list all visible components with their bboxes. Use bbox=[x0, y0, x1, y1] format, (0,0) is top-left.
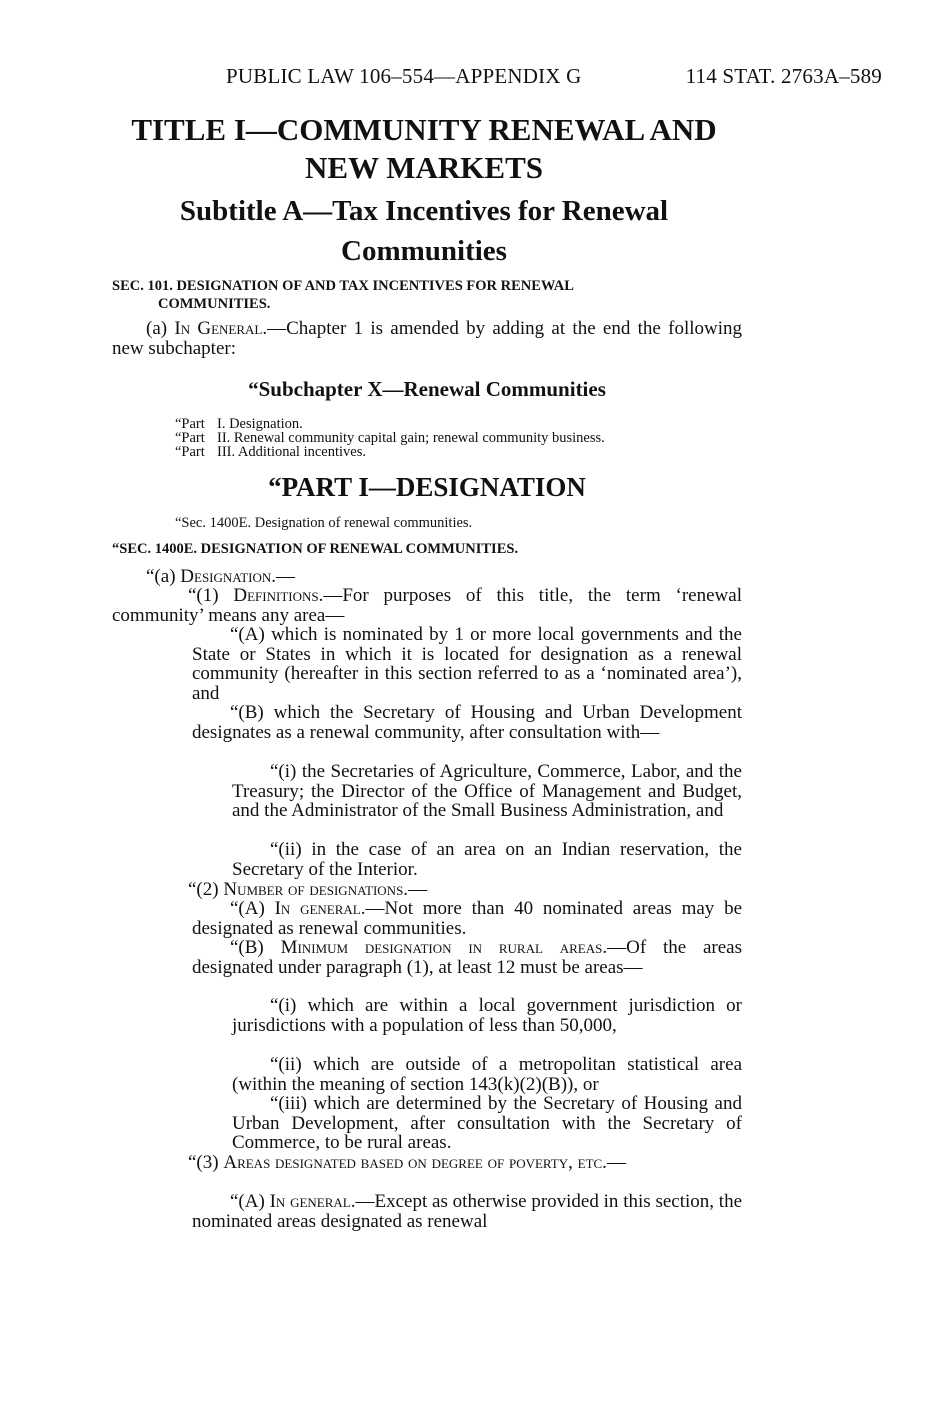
subparagraph-2-a-label: “(A) bbox=[230, 898, 275, 919]
subsection-a-dash: — bbox=[276, 566, 296, 587]
part-heading: “PART I—DESIGNATION bbox=[268, 472, 586, 502]
sec-101-a-label: (a) bbox=[146, 318, 175, 339]
paragraph-1-text: —For purposes of this title, the term ‘renewal community’ means any area— bbox=[112, 585, 742, 626]
subsection-a-caption: Designation. bbox=[180, 566, 277, 587]
subsection-a-label: “(a) bbox=[146, 566, 181, 587]
subparagraph-1-a: “(A) which is nominated by 1 or more local governments and the State or States in which it is located for designation as a renewal community (hereafter in this section referred to as a ‘nominated area’), and bbox=[192, 624, 742, 704]
subtitle-heading: Subtitle A—Tax Incentives for Renewal Communities bbox=[179, 195, 669, 267]
subparagraph-3-a-text: —Except as otherwise provided in this section, the nominated areas designated as renewal bbox=[192, 1191, 743, 1232]
sec-101-heading-line2: COMMUNITIES. bbox=[158, 296, 271, 312]
clause-2-b-i: “(i) which are within a local government jurisdiction or jurisdictions with a population of less than 50,000, bbox=[232, 995, 742, 1036]
subparagraph-2-b-label: “(B) bbox=[230, 937, 281, 958]
clause-1-b-i: “(i) the Secretaries of Agriculture, Commerce, Labor, and the Treasury; the Director of the Office of Management and Budget, and the Administrator of the Small Business Administration, and bbox=[232, 761, 742, 822]
subparagraph-1-b: “(B) which the Secretary of Housing and Urban Development designates as a renewal community, after consultation with— bbox=[192, 702, 742, 743]
toc-part-3 bbox=[175, 446, 366, 458]
subparagraph-2-b-caption: Minimum designation in rural areas. bbox=[280, 937, 608, 958]
clause-1-b-ii: “(ii) in the case of an area on an Indian reservation, the Secretary of the Interior. bbox=[232, 839, 742, 880]
subparagraph-3-a-caption: In general. bbox=[269, 1191, 356, 1212]
paragraph-2-dash: — bbox=[408, 879, 428, 900]
subchapter-heading: “Subchapter X—Renewal Communities bbox=[248, 377, 606, 401]
toc-part-text: I. Designation. bbox=[217, 416, 303, 432]
toc-part-prefix: “Part bbox=[175, 430, 205, 446]
toc-section-entry: “Sec. 1400E. Designation of renewal communities. bbox=[175, 515, 473, 531]
toc-part-2 bbox=[175, 432, 605, 444]
toc-part-text: III. Additional incentives. bbox=[217, 444, 366, 460]
clause-2-b-iii: “(iii) which are determined by the Secretary of Housing and Urban Development, after consultation with the Secretary of Commerce, to be rural areas. bbox=[232, 1093, 742, 1154]
running-head bbox=[226, 64, 882, 89]
sec-1400e-heading: “SEC. 1400E. DESIGNATION OF RENEWAL COMMUNITIES. bbox=[112, 541, 519, 557]
title-heading: TITLE I—COMMUNITY RENEWAL AND NEW MARKETS bbox=[131, 112, 717, 185]
sec-101-heading bbox=[112, 277, 742, 295]
subparagraph-3-a bbox=[192, 1192, 742, 1231]
running-head-law: PUBLIC LAW 106–554—APPENDIX G bbox=[226, 64, 582, 88]
subparagraph-2-a-caption: In general. bbox=[274, 898, 366, 919]
toc-part-text: II. Renewal community capital gain; renewal community business. bbox=[217, 430, 605, 446]
subparagraph-2-a bbox=[192, 899, 742, 938]
paragraph-1-caption: Definitions. bbox=[233, 585, 324, 606]
paragraph-1-label: “(1) bbox=[188, 585, 234, 606]
paragraph-3-caption: Areas designated based on degree of poverty, etc. bbox=[223, 1152, 607, 1173]
subparagraph-2-b bbox=[192, 938, 742, 977]
sec-101-a-text: —Chapter 1 is amended by adding at the end the following new subchapter: bbox=[112, 318, 742, 359]
sec-101-a-paragraph bbox=[112, 319, 742, 358]
paragraph-2-label: “(2) bbox=[188, 879, 224, 900]
paragraph-3-heading bbox=[146, 1153, 742, 1173]
subparagraph-2-b-text: —Of the areas designated under paragraph (1), at least 12 must be areas— bbox=[192, 937, 743, 978]
paragraph-3-dash: — bbox=[606, 1152, 626, 1173]
toc-part-prefix: “Part bbox=[175, 444, 205, 460]
clause-2-b-ii: “(ii) which are outside of a metropolitan statistical area (within the meaning of section 143(k)(2)(B)), or bbox=[232, 1054, 742, 1095]
running-head-stat: 114 STAT. 2763A–589 bbox=[685, 64, 882, 88]
sec-101-heading-line1: SEC. 101. DESIGNATION OF AND TAX INCENTIVES FOR RENEWAL bbox=[112, 278, 574, 294]
paragraph-2-caption: Number of designations. bbox=[223, 879, 409, 900]
paragraph-1-definitions bbox=[112, 586, 742, 625]
subparagraph-3-a-label: “(A) bbox=[230, 1191, 270, 1212]
toc-part-prefix: “Part bbox=[175, 416, 205, 432]
subparagraph-2-a-text: —Not more than 40 nominated areas may be designated as renewal communities. bbox=[192, 898, 743, 939]
sec-101-heading-line2-wrap bbox=[112, 295, 742, 313]
toc-part-1 bbox=[175, 418, 303, 430]
sec-101-a-caption: In General. bbox=[174, 318, 268, 339]
paragraph-3-label: “(3) bbox=[188, 1152, 224, 1173]
